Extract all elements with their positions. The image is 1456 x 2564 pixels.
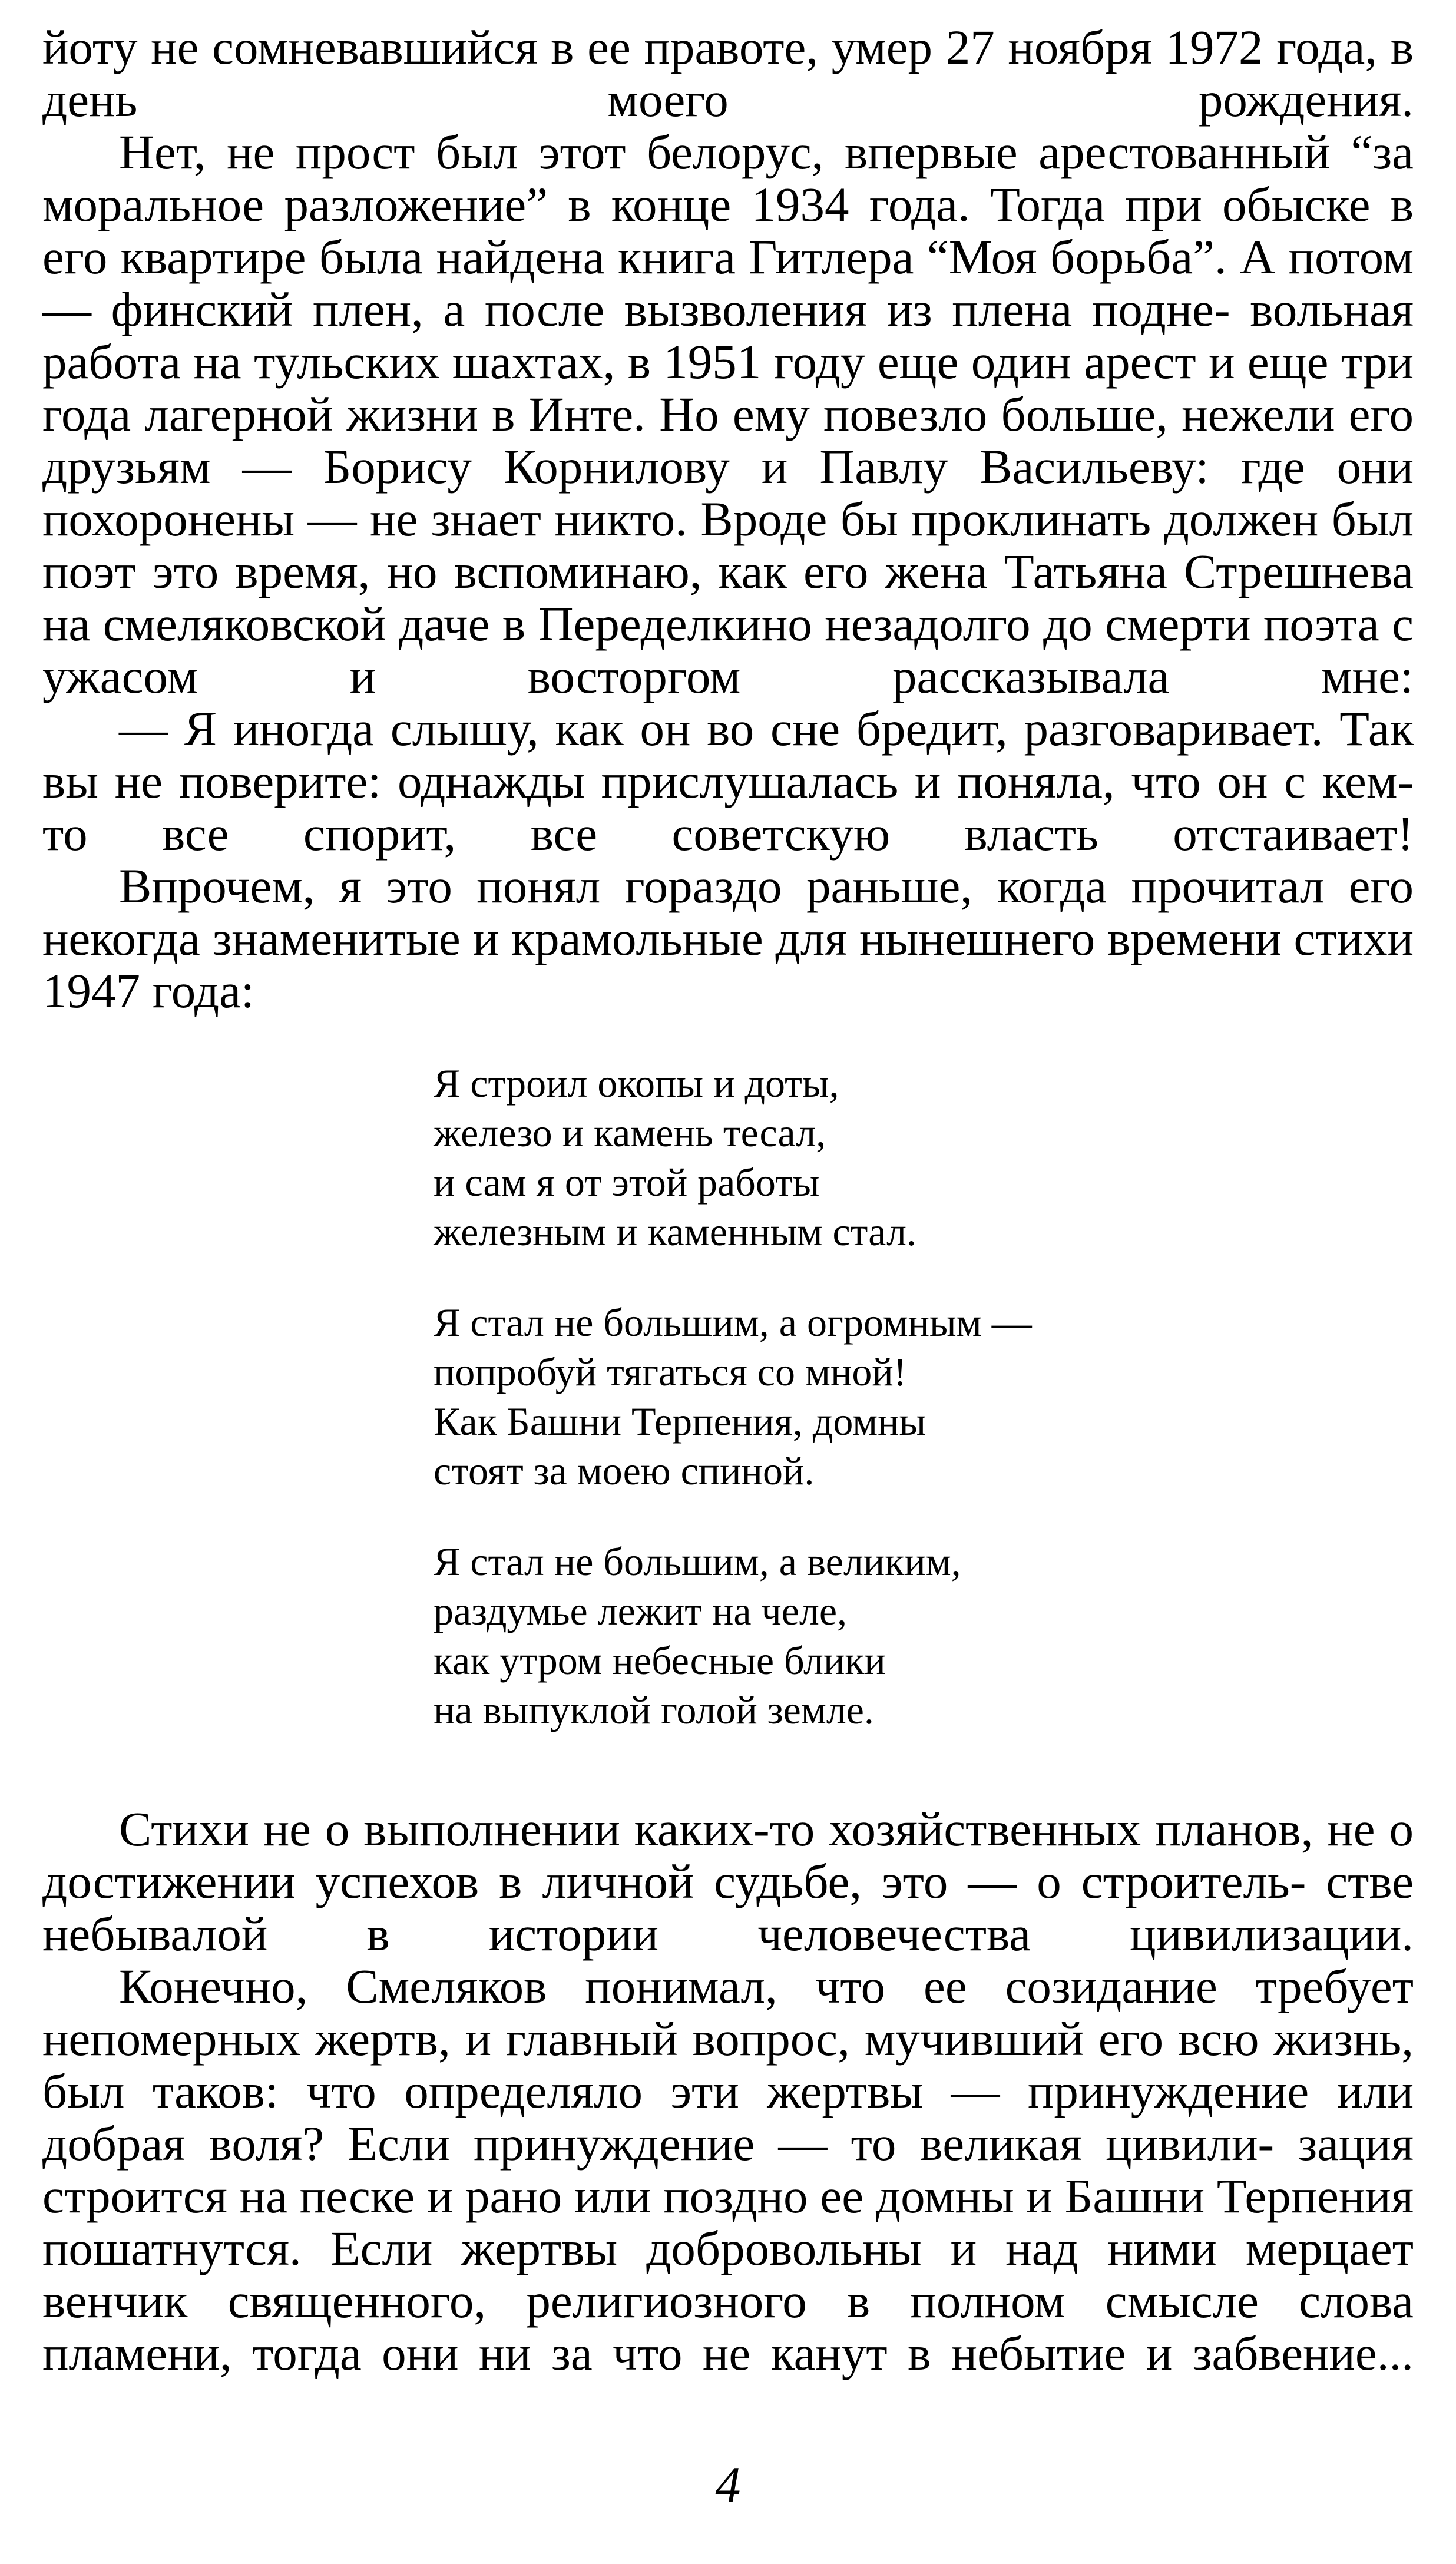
- text-line: кем-то все спорит, все советскую власть отстаивает!: [42, 754, 1414, 861]
- text-line: жизнь, был таков: что определяло эти жертвы — принуждение: [42, 2012, 1414, 2118]
- text-line: стве небывалой в истории человечества цивилизации.: [42, 1854, 1414, 1961]
- paragraph-1: [42, 21, 1414, 126]
- text-line: потом — финский плен, а после вызволения из плена подне-: [42, 230, 1414, 336]
- text-block-bottom: [42, 1803, 1414, 2380]
- poem-line: Как Башни Терпения, домны: [434, 1399, 926, 1444]
- text-line: Конечно, Смеляков понимал, что ее созидание требует: [119, 1959, 1414, 2013]
- text-line: смерти поэта с ужасом и восторгом рассказывала мне:: [42, 597, 1414, 703]
- text-line: слова пламени, тогда они ни за что не канут в небытие и: [42, 2274, 1414, 2380]
- poem-line: и сам я от этой работы: [434, 1160, 820, 1205]
- text-line: моральное разложение” в конце 1934 года. Тогда при обыске в: [42, 177, 1414, 231]
- paragraph-6: [42, 1960, 1414, 2380]
- poem-line: железо и камень тесал,: [434, 1110, 826, 1155]
- paragraph-4: [42, 860, 1414, 1017]
- text-line: мерцает венчик священного, религиозного в полном смысле: [42, 2221, 1414, 2328]
- text-line: непомерных жертв, и главный вопрос, мучивший его всю: [42, 2012, 1259, 2066]
- text-line: Так вы не поверите: однажды прислушалась и поняла, что он с: [42, 702, 1414, 808]
- text-line: забвение...: [1192, 2326, 1414, 2380]
- poem-line: на выпуклой голой земле.: [434, 1688, 874, 1732]
- text-line: или добрая воля? Если принуждение — то великая цивили-: [42, 2064, 1414, 2171]
- text-line: должен был поэт это время, но вспоминаю, как его жена Татьяна: [42, 492, 1414, 598]
- text-line: вольная работа на тульских шахтах, в 1951 году еще один арест: [42, 282, 1414, 389]
- poem-line: раздумье лежит на челе,: [434, 1589, 848, 1633]
- text-line: и еще три года лагерной жизни в Инте. Но ему повезло больше,: [42, 335, 1414, 441]
- poem-line: стоят за моею спиной.: [434, 1448, 815, 1493]
- text-block-top: [42, 21, 1414, 1017]
- text-line: его квартире была найдена книга Гитлера “Моя борьба”. А: [42, 230, 1276, 284]
- text-line: не о достижении успехов в личной судьбе, это — о строитель-: [42, 1802, 1414, 1908]
- poem-line: попробуй тягаться со мной!: [434, 1349, 907, 1394]
- poem: [434, 1058, 1414, 1735]
- text-line: Терпения пошатнутся. Если жертвы добровольны и над ними: [42, 2169, 1414, 2275]
- text-line: нежели его друзьям — Борису Корнилову и Павлу Васильеву:: [42, 387, 1414, 494]
- poem-stanza-1: [434, 1058, 1414, 1256]
- text-line: стихи 1947 года:: [42, 911, 1414, 1018]
- paragraph-2: [42, 126, 1414, 703]
- poem-line: как утром небесные блики: [434, 1638, 886, 1683]
- text-line: Нет, не прост был этот белорус, впервые арестованный “за: [119, 125, 1414, 179]
- text-line: где они похоронены — не знает никто. Вроде бы проклинать: [42, 439, 1414, 546]
- poem-stanza-2: [434, 1298, 1414, 1496]
- poem-line: Я строил окопы и доты,: [434, 1061, 839, 1106]
- text-line: йоту не сомневавшийся в ее правоте, умер 27 ноября 1972 года,: [42, 20, 1378, 74]
- poem-line: Я стал не большим, а огромным —: [434, 1300, 1032, 1345]
- text-line: некогда знаменитые и крамольные для нынешнего времени: [42, 911, 1282, 965]
- poem-line: Я стал не большим, а великим,: [434, 1539, 961, 1584]
- poem-line: железным и каменным стал.: [434, 1209, 916, 1254]
- page-number: 4: [715, 2456, 741, 2513]
- text-line: — Я иногда слышу, как он во сне бредит, разговаривает.: [119, 702, 1323, 756]
- paragraph-3: [42, 703, 1414, 860]
- paragraph-5: [42, 1803, 1414, 1960]
- text-line: зация строится на песке и рано или поздно ее домны и Башни: [42, 2116, 1414, 2223]
- text-line: Впрочем, я это понял гораздо раньше, когда прочитал его: [119, 859, 1414, 913]
- page-body: [42, 21, 1414, 2380]
- text-line: в день моего рождения.: [42, 20, 1414, 127]
- text-line: Стихи не о выполнении каких-то хозяйственных планов,: [119, 1802, 1313, 1856]
- poem-stanza-3: [434, 1537, 1414, 1735]
- text-line: Стрешнева на смеляковской даче в Переделкино незадолго до: [42, 544, 1414, 651]
